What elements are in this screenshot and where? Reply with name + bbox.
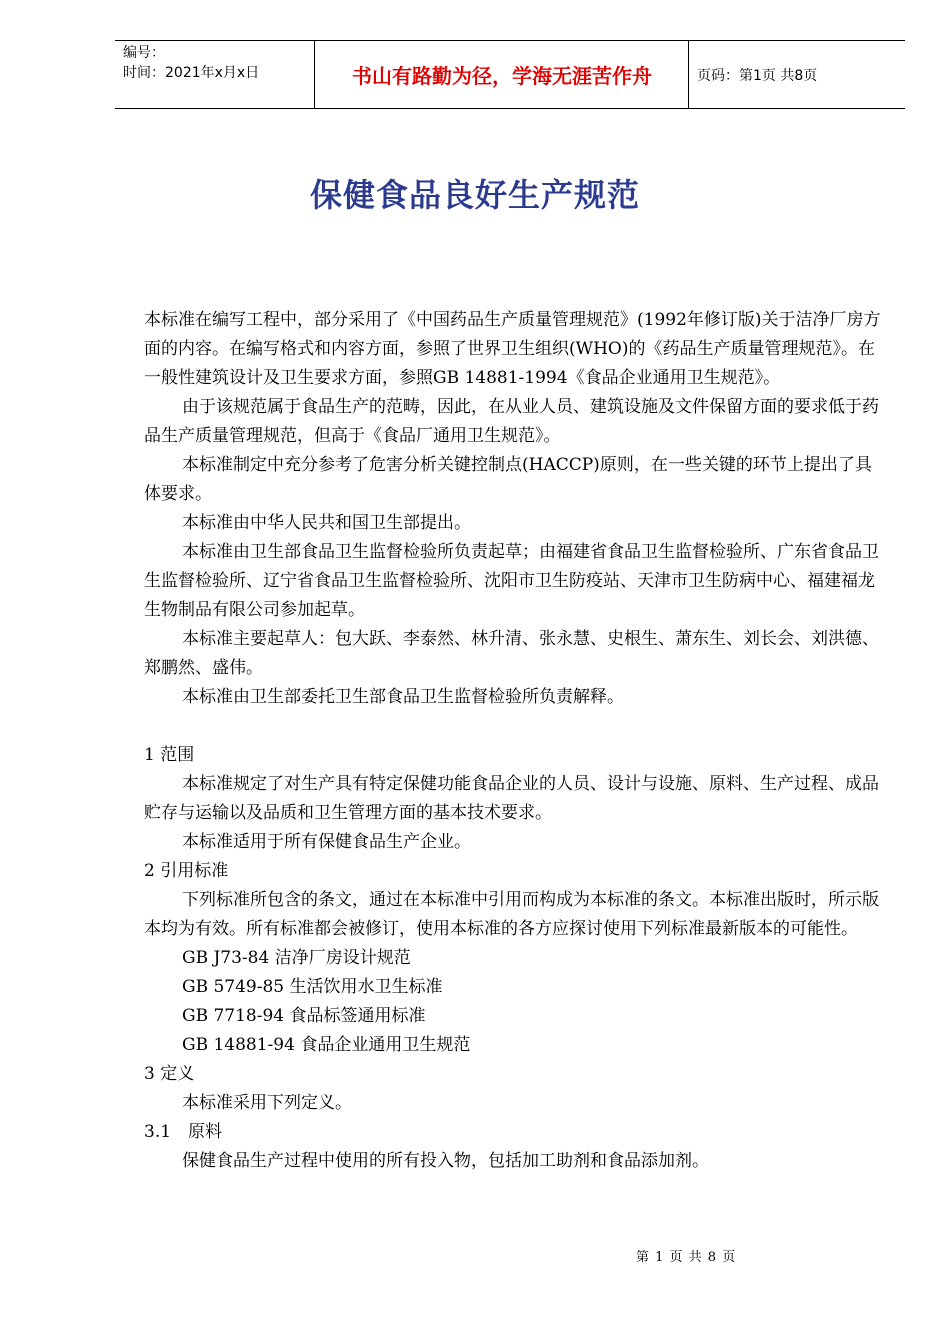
section-heading: 3 定义 [144, 1064, 195, 1084]
subsection-heading [144, 1118, 884, 1147]
section-heading: 1 范围 [144, 745, 195, 765]
preface-paragraph: 本标准制定中充分参考了危害分析关键控制点(HACCP)原则，在一些关键的环节上提出了具体要求。 [144, 455, 872, 504]
subsection-number: 3.1 [144, 1122, 172, 1142]
section-paragraph: 本标准采用下列定义。 [182, 1093, 352, 1113]
reference-item: GB 5749-85 生活饮用水卫生标准 [182, 977, 443, 997]
section-heading: 2 引用标准 [144, 861, 229, 881]
header-meta [115, 41, 315, 108]
preface-paragraph: 本标准在编写工程中，部分采用了《中国药品生产质量管理规范》(1992年修订版)关于洁净厂房方面的内容。在编写格式和内容方面，参照了世界卫生组织(WHO)的《药品生产质量管理规范》。在一般性建筑设计及卫生要求方面，参照GB 14881-1994《食品企业通用卫生规范》。 [144, 310, 881, 388]
reference-item: GB J73-84 洁净厂房设计规范 [182, 948, 411, 968]
section-paragraph: 本标准规定了对生产具有特定保健功能食品企业的人员、设计与设施、原料、生产过程、成品贮存与运输以及品质和卫生管理方面的基本技术要求。 [144, 774, 879, 823]
header-table [115, 40, 905, 109]
section-paragraph: 保健食品生产过程中使用的所有投入物，包括加工助剂和食品添加剂。 [182, 1151, 709, 1171]
preface-paragraph: 由于该规范属于食品生产的范畴，因此，在从业人员、建筑设施及文件保留方面的要求低于药品生产质量管理规范，但高于《食品厂通用卫生规范》。 [144, 397, 879, 446]
preface-paragraph: 本标准由卫生部食品卫生监督检验所负责起草；由福建省食品卫生监督检验所、广东省食品卫生监督检验所、辽宁省食品卫生监督检验所、沈阳市卫生防疫站、天津市卫生防病中心、福建福龙生物制品有限公司参加起草。 [144, 542, 879, 620]
preface-paragraph: 本标准主要起草人：包大跃、李泰然、林升清、张永慧、史根生、萧东生、刘长会、刘洪德、郑鹏然、盛伟。 [144, 629, 879, 678]
document-body [144, 306, 884, 1176]
preface-paragraph: 本标准由卫生部委托卫生部食品卫生监督检验所负责解释。 [182, 687, 624, 707]
section-paragraph: 下列标准所包含的条文，通过在本标准中引用而构成为本标准的条文。本标准出版时，所示版本均为有效。所有标准都会被修订，使用本标准的各方应探讨使用下列标准最新版本的可能性。 [144, 890, 879, 939]
page-footer: 第 1 页 共 8 页 [636, 1250, 737, 1265]
reference-item: GB 14881-94 食品企业通用卫生规范 [182, 1035, 471, 1055]
reference-item: GB 7718-94 食品标签通用标准 [182, 1006, 426, 1026]
section-paragraph: 本标准适用于所有保健食品生产企业。 [182, 832, 471, 852]
number-label: 编号： [123, 45, 165, 61]
document-title: 保健食品良好生产规范 [309, 176, 640, 214]
preface-paragraph: 本标准由中华人民共和国卫生部提出。 [182, 513, 471, 533]
subsection-title: 原料 [188, 1122, 222, 1142]
header-page-info: 页码：第1页 共8页 [697, 67, 818, 84]
time-label: 时间：2021年x月x日 [123, 65, 260, 81]
header-motto: 书山有路勤为径，学海无涯苦作舟 [316, 41, 689, 108]
